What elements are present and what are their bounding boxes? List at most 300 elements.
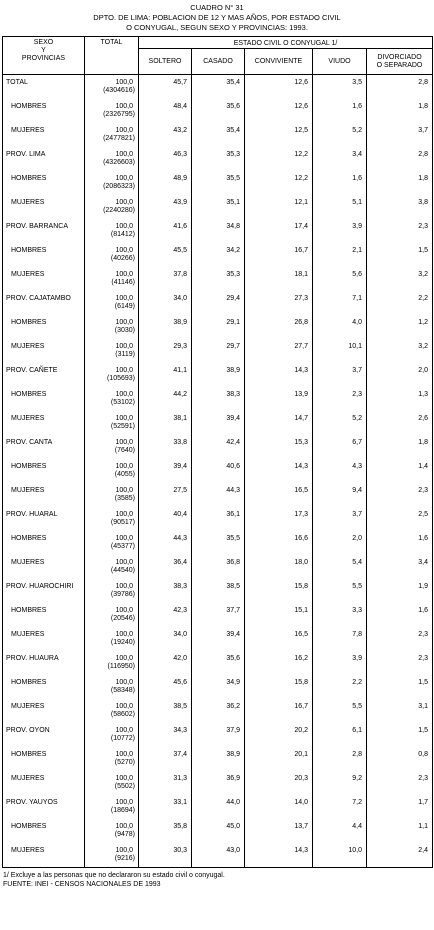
total-count: (90517) (110, 519, 135, 526)
row-label: PROV. CAJATAMBO (3, 295, 85, 315)
row-label: MUJERES (3, 127, 85, 147)
row-label: PROV. CANTA (3, 439, 85, 459)
table-row (3, 631, 433, 651)
total-cell (85, 679, 139, 699)
row-label: MUJERES (3, 271, 85, 291)
total-cell (85, 559, 139, 579)
cell-casado: 38,9 (192, 751, 245, 771)
cell-divorciado: 1,8 (367, 175, 433, 195)
cell-divorciado: 1,3 (367, 391, 433, 411)
cell-viudo: 10,0 (313, 847, 367, 867)
total-cell (85, 487, 139, 507)
total-percent: 100,0 (115, 751, 133, 758)
total-count: (2086323) (103, 183, 135, 190)
cell-soltero: 37,4 (139, 751, 192, 771)
cell-conviviente: 20,2 (245, 727, 313, 747)
total-cell (85, 415, 139, 435)
cell-divorciado: 2,8 (367, 151, 433, 171)
total-cell (85, 751, 139, 771)
cell-casado: 38,3 (192, 391, 245, 411)
cell-conviviente: 12,2 (245, 151, 313, 171)
cell-casado: 37,7 (192, 607, 245, 627)
cell-casado: 36,2 (192, 703, 245, 723)
total-cell (85, 631, 139, 651)
cell-conviviente: 17,3 (245, 511, 313, 531)
source-note: FUENTE: INEI - CENSOS NACIONALES DE 1993 (3, 880, 161, 888)
total-count: (58602) (110, 711, 135, 718)
table-number: CUADRO N° 31 (190, 3, 244, 12)
total-percent: 100,0 (115, 511, 133, 518)
cell-casado: 38,5 (192, 583, 245, 603)
cell-divorciado: 1,4 (367, 463, 433, 483)
table-row (3, 535, 433, 555)
row-label: HOMBRES (3, 103, 85, 123)
table-row (3, 439, 433, 459)
total-count: (116950) (107, 663, 135, 670)
cell-conviviente: 13,7 (245, 823, 313, 843)
cell-viudo: 5,4 (313, 559, 367, 579)
total-count: (53102) (110, 399, 135, 406)
row-label: PROV. HUAROCHIRI (3, 583, 85, 603)
cell-viudo: 9,2 (313, 775, 367, 795)
table-row (3, 79, 433, 99)
total-count: (9478) (114, 831, 135, 838)
cell-soltero: 40,4 (139, 511, 192, 531)
row-label: HOMBRES (3, 823, 85, 843)
cell-soltero: 46,3 (139, 151, 192, 171)
row-label: MUJERES (3, 847, 85, 867)
cell-soltero: 45,7 (139, 79, 192, 99)
cell-conviviente: 14,3 (245, 847, 313, 867)
cell-divorciado: 2,0 (367, 367, 433, 387)
table-row (3, 679, 433, 699)
cell-divorciado: 1,8 (367, 103, 433, 123)
cell-soltero: 37,8 (139, 271, 192, 291)
total-count: (2240280) (103, 207, 135, 214)
total-count: (39786) (110, 591, 135, 598)
table-row (3, 775, 433, 795)
cell-soltero: 42,0 (139, 655, 192, 675)
footnote: 1/ Excluye a las personas que no declararon su estado civil o conyugal. (3, 871, 225, 879)
total-count: (81412) (110, 231, 135, 238)
cell-viudo: 4,3 (313, 463, 367, 483)
total-percent: 100,0 (115, 463, 133, 470)
cell-casado: 36,9 (192, 775, 245, 795)
table-row (3, 415, 433, 435)
row-label: HOMBRES (3, 751, 85, 771)
cell-casado: 29,4 (192, 295, 245, 315)
table-row (3, 607, 433, 627)
cell-divorciado: 2,8 (367, 79, 433, 99)
header-casado: CASADO (192, 49, 245, 75)
total-count: (20546) (110, 615, 135, 622)
cell-divorciado: 0,8 (367, 751, 433, 771)
table-row (3, 799, 433, 819)
row-label: MUJERES (3, 199, 85, 219)
header-viudo: VIUDO (313, 49, 367, 75)
table-row (3, 847, 433, 867)
cell-soltero: 45,5 (139, 247, 192, 267)
row-label: PROV. BARRANCA (3, 223, 85, 243)
total-percent: 100,0 (115, 319, 133, 326)
table-row (3, 271, 433, 291)
cell-soltero: 27,5 (139, 487, 192, 507)
table-row (3, 247, 433, 267)
cell-soltero: 41,6 (139, 223, 192, 243)
cell-viudo: 2,0 (313, 535, 367, 555)
cell-divorciado: 3,2 (367, 343, 433, 363)
total-cell (85, 799, 139, 819)
cell-soltero: 34,0 (139, 631, 192, 651)
cell-conviviente: 18,1 (245, 271, 313, 291)
total-cell (85, 343, 139, 363)
total-cell (85, 463, 139, 483)
total-percent: 100,0 (115, 703, 133, 710)
cell-soltero: 34,3 (139, 727, 192, 747)
table-row (3, 559, 433, 579)
total-cell (85, 127, 139, 147)
cell-casado: 29,1 (192, 319, 245, 339)
row-label: PROV. LIMA (3, 151, 85, 171)
total-count: (2326795) (103, 111, 135, 118)
cell-casado: 29,7 (192, 343, 245, 363)
header-divorciado: DIVORCIADO O SEPARADO (367, 49, 433, 75)
row-label: PROV. YAUYOS (3, 799, 85, 819)
total-percent: 100,0 (115, 655, 133, 662)
cell-viudo: 3,5 (313, 79, 367, 99)
row-label: MUJERES (3, 559, 85, 579)
cell-viudo: 2,1 (313, 247, 367, 267)
cell-divorciado: 3,8 (367, 199, 433, 219)
total-count: (3030) (114, 327, 135, 334)
total-cell (85, 511, 139, 531)
cell-divorciado: 2,3 (367, 223, 433, 243)
cell-viudo: 2,3 (313, 391, 367, 411)
cell-conviviente: 16,2 (245, 655, 313, 675)
total-percent: 100,0 (115, 799, 133, 806)
total-cell (85, 319, 139, 339)
table-row (3, 655, 433, 675)
total-percent: 100,0 (115, 223, 133, 230)
cell-divorciado: 2,2 (367, 295, 433, 315)
total-cell (85, 199, 139, 219)
table-row (3, 295, 433, 315)
table-row (3, 511, 433, 531)
cell-viudo: 5,2 (313, 127, 367, 147)
total-cell (85, 535, 139, 555)
total-count: (3119) (115, 351, 135, 358)
cell-casado: 35,6 (192, 103, 245, 123)
total-count: (2477821) (103, 135, 135, 142)
total-percent: 100,0 (115, 847, 133, 854)
cell-conviviente: 15,8 (245, 679, 313, 699)
table-row (3, 367, 433, 387)
total-count: (3585) (114, 495, 135, 502)
total-percent: 100,0 (115, 295, 133, 302)
cell-divorciado: 1,9 (367, 583, 433, 603)
cell-divorciado: 3,1 (367, 703, 433, 723)
row-label: MUJERES (3, 415, 85, 435)
cell-divorciado: 1,8 (367, 439, 433, 459)
cell-divorciado: 1,5 (367, 247, 433, 267)
cell-soltero: 33,8 (139, 439, 192, 459)
cell-conviviente: 15,3 (245, 439, 313, 459)
cell-soltero: 31,3 (139, 775, 192, 795)
total-cell (85, 655, 139, 675)
cell-divorciado: 1,7 (367, 799, 433, 819)
total-cell (85, 823, 139, 843)
cell-conviviente: 12,6 (245, 79, 313, 99)
cell-conviviente: 20,1 (245, 751, 313, 771)
total-percent: 100,0 (115, 583, 133, 590)
cell-viudo: 5,6 (313, 271, 367, 291)
total-cell (85, 727, 139, 747)
row-label: MUJERES (3, 703, 85, 723)
cell-conviviente: 13,9 (245, 391, 313, 411)
total-cell (85, 295, 139, 315)
cell-casado: 36,1 (192, 511, 245, 531)
total-count: (44540) (110, 567, 135, 574)
cell-viudo: 3,7 (313, 511, 367, 531)
total-percent: 100,0 (115, 367, 133, 374)
total-percent: 100,0 (115, 199, 133, 206)
total-percent: 100,0 (115, 679, 133, 686)
header-sexo: SEXO Y PROVINCIAS (3, 37, 85, 75)
cell-viudo: 1,6 (313, 175, 367, 195)
cell-viudo: 6,7 (313, 439, 367, 459)
cell-soltero: 34,0 (139, 295, 192, 315)
total-cell (85, 175, 139, 195)
table-row (3, 391, 433, 411)
total-percent: 100,0 (115, 559, 133, 566)
cell-divorciado: 1,5 (367, 679, 433, 699)
row-label: MUJERES (3, 343, 85, 363)
cell-conviviente: 27,7 (245, 343, 313, 363)
total-percent: 100,0 (115, 439, 133, 446)
table-row (3, 751, 433, 771)
cell-conviviente: 15,8 (245, 583, 313, 603)
cell-viudo: 5,5 (313, 583, 367, 603)
cell-casado: 35,3 (192, 151, 245, 171)
total-percent: 100,0 (115, 415, 133, 422)
cell-soltero: 29,3 (139, 343, 192, 363)
cell-casado: 35,5 (192, 175, 245, 195)
row-label: HOMBRES (3, 535, 85, 555)
cell-soltero: 43,9 (139, 199, 192, 219)
total-count: (5270) (114, 759, 135, 766)
total-count: (41146) (111, 279, 135, 286)
cell-casado: 39,4 (192, 631, 245, 651)
table-row (3, 463, 433, 483)
cell-viudo: 5,2 (313, 415, 367, 435)
cell-conviviente: 15,1 (245, 607, 313, 627)
cell-viudo: 2,2 (313, 679, 367, 699)
total-cell (85, 79, 139, 99)
cell-divorciado: 2,3 (367, 775, 433, 795)
cell-soltero: 38,5 (139, 703, 192, 723)
cell-casado: 34,9 (192, 679, 245, 699)
cell-viudo: 3,9 (313, 655, 367, 675)
cell-casado: 40,6 (192, 463, 245, 483)
cell-divorciado: 2,3 (367, 631, 433, 651)
total-percent: 100,0 (115, 79, 133, 86)
row-label: PROV. CAÑETE (3, 367, 85, 387)
cell-conviviente: 17,4 (245, 223, 313, 243)
cell-conviviente: 14,3 (245, 463, 313, 483)
cell-conviviente: 18,0 (245, 559, 313, 579)
table-row (3, 343, 433, 363)
header-estado-civil: ESTADO CIVIL O CONYUGAL 1/ (139, 37, 433, 49)
cell-divorciado: 1,5 (367, 727, 433, 747)
cell-casado: 44,0 (192, 799, 245, 819)
cell-soltero: 45,6 (139, 679, 192, 699)
cell-divorciado: 2,5 (367, 511, 433, 531)
total-cell (85, 439, 139, 459)
total-percent: 100,0 (115, 271, 133, 278)
cell-viudo: 3,9 (313, 223, 367, 243)
cell-casado: 43,0 (192, 847, 245, 867)
table-row (3, 727, 433, 747)
total-cell (85, 607, 139, 627)
total-percent: 100,0 (115, 127, 133, 134)
cell-divorciado: 2,6 (367, 415, 433, 435)
total-percent: 100,0 (115, 151, 133, 158)
total-percent: 100,0 (115, 103, 133, 110)
total-count: (5502) (114, 783, 135, 790)
cell-casado: 39,4 (192, 415, 245, 435)
row-label: HOMBRES (3, 175, 85, 195)
cell-conviviente: 20,3 (245, 775, 313, 795)
cell-divorciado: 3,2 (367, 271, 433, 291)
total-count: (40266) (110, 255, 135, 262)
total-count: (52591) (110, 423, 135, 430)
cell-soltero: 42,3 (139, 607, 192, 627)
total-percent: 100,0 (115, 727, 133, 734)
table-title-line2: O CONYUGAL, SEGUN SEXO Y PROVINCIAS: 1993. (126, 23, 308, 32)
cell-conviviente: 16,7 (245, 703, 313, 723)
cell-viudo: 3,3 (313, 607, 367, 627)
total-cell (85, 271, 139, 291)
cell-casado: 35,4 (192, 79, 245, 99)
table-body (3, 75, 433, 868)
cell-divorciado: 1,1 (367, 823, 433, 843)
row-label: TOTAL (3, 79, 85, 99)
row-label: MUJERES (3, 631, 85, 651)
table-title-line1: DPTO. DE LIMA: POBLACION DE 12 Y MAS AÑOS, POR ESTADO CIVIL (93, 13, 341, 22)
total-count: (7640) (114, 447, 135, 454)
total-percent: 100,0 (115, 607, 133, 614)
total-percent: 100,0 (115, 535, 133, 542)
cell-casado: 35,5 (192, 535, 245, 555)
cell-conviviente: 12,5 (245, 127, 313, 147)
cell-viudo: 5,1 (313, 199, 367, 219)
cell-conviviente: 26,8 (245, 319, 313, 339)
cell-viudo: 9,4 (313, 487, 367, 507)
cell-casado: 35,3 (192, 271, 245, 291)
cell-soltero: 44,2 (139, 391, 192, 411)
row-label: HOMBRES (3, 319, 85, 339)
cell-soltero: 38,9 (139, 319, 192, 339)
row-label: PROV. HUARAL (3, 511, 85, 531)
cell-soltero: 48,9 (139, 175, 192, 195)
total-count: (9216) (114, 855, 135, 862)
cell-casado: 34,2 (192, 247, 245, 267)
cell-conviviente: 12,1 (245, 199, 313, 219)
cell-viudo: 3,4 (313, 151, 367, 171)
cell-divorciado: 1,6 (367, 535, 433, 555)
total-cell (85, 703, 139, 723)
total-count: (6149) (114, 303, 135, 310)
total-cell (85, 223, 139, 243)
total-cell (85, 775, 139, 795)
table-row (3, 151, 433, 171)
cell-soltero: 41,1 (139, 367, 192, 387)
cell-divorciado: 3,4 (367, 559, 433, 579)
header-soltero: SOLTERO (139, 49, 192, 75)
cell-soltero: 39,4 (139, 463, 192, 483)
cell-conviviente: 16,5 (245, 487, 313, 507)
cell-casado: 35,6 (192, 655, 245, 675)
table-row (3, 175, 433, 195)
cell-viudo: 4,4 (313, 823, 367, 843)
table-row (3, 319, 433, 339)
row-label: HOMBRES (3, 247, 85, 267)
cell-divorciado: 2,3 (367, 487, 433, 507)
cell-casado: 35,1 (192, 199, 245, 219)
cell-viudo: 3,7 (313, 367, 367, 387)
cell-soltero: 35,8 (139, 823, 192, 843)
total-cell (85, 103, 139, 123)
cell-divorciado: 2,4 (367, 847, 433, 867)
total-percent: 100,0 (115, 631, 133, 638)
table-row (3, 487, 433, 507)
cell-conviviente: 27,3 (245, 295, 313, 315)
table-row (3, 823, 433, 843)
cell-soltero: 30,3 (139, 847, 192, 867)
cell-casado: 42,4 (192, 439, 245, 459)
cell-viudo: 7,2 (313, 799, 367, 819)
table-row (3, 127, 433, 147)
total-percent: 100,0 (115, 487, 133, 494)
cell-casado: 37,9 (192, 727, 245, 747)
total-count: (19240) (110, 639, 135, 646)
cell-casado: 36,8 (192, 559, 245, 579)
cell-viudo: 5,5 (313, 703, 367, 723)
cell-conviviente: 16,6 (245, 535, 313, 555)
total-count: (10772) (110, 735, 135, 742)
table-row (3, 223, 433, 243)
table-row (3, 583, 433, 603)
cell-conviviente: 14,3 (245, 367, 313, 387)
cell-viudo: 4,0 (313, 319, 367, 339)
cell-conviviente: 16,7 (245, 247, 313, 267)
cell-viudo: 6,1 (313, 727, 367, 747)
cell-conviviente: 12,2 (245, 175, 313, 195)
cell-soltero: 38,3 (139, 583, 192, 603)
total-cell (85, 847, 139, 867)
cell-conviviente: 12,6 (245, 103, 313, 123)
cell-conviviente: 14,0 (245, 799, 313, 819)
total-count: (4326603) (103, 159, 135, 166)
total-count: (45377) (110, 543, 135, 550)
cell-viudo: 7,8 (313, 631, 367, 651)
total-cell (85, 391, 139, 411)
table-row (3, 103, 433, 123)
data-table (2, 36, 433, 868)
cell-viudo: 2,8 (313, 751, 367, 771)
cell-casado: 35,4 (192, 127, 245, 147)
total-cell (85, 247, 139, 267)
